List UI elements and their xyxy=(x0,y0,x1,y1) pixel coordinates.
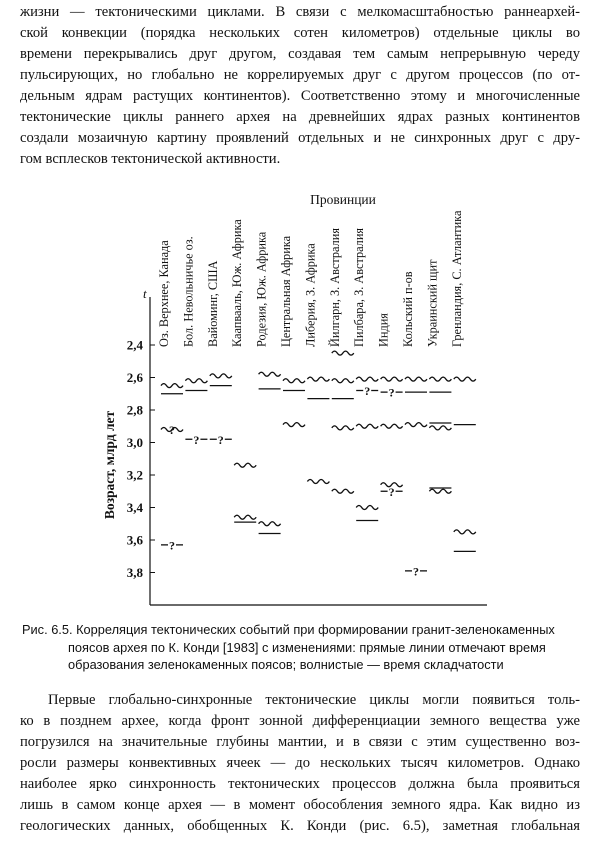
province-label: Гренландия, С. Атлантика xyxy=(449,210,464,347)
folding-mark xyxy=(381,424,403,428)
province-label: Пилбара, З. Австралия xyxy=(352,227,367,347)
text-line: наиболее ярко синхронность тектонических процессов должна была проявиться xyxy=(20,776,580,792)
uncertain-mark: ? xyxy=(169,423,175,437)
y-axis-label: Возраст, млрд лет xyxy=(102,410,117,520)
folding-mark xyxy=(259,372,281,376)
uncertain-mark: ? xyxy=(217,432,224,447)
y-ticks xyxy=(127,338,155,581)
province-label: Оз. Верхнее, Канада xyxy=(157,240,171,347)
province-label: Бол. Невольничье оз. xyxy=(181,236,196,347)
y-tick-label: 2,6 xyxy=(126,370,143,385)
folding-mark xyxy=(356,424,378,428)
province-label: Каапвааль, Юж. Африка xyxy=(230,219,245,347)
text-line: жизни — тектоническими циклами. В связи с мелкомасштабностью раннеархей- xyxy=(20,4,580,20)
top-paragraph xyxy=(20,2,580,170)
provinces-header: Провинции xyxy=(310,192,376,207)
folding-mark xyxy=(454,377,476,381)
uncertain-mark: ? xyxy=(388,385,395,400)
folding-mark xyxy=(381,377,403,381)
province-label: Вайоминг, США xyxy=(205,260,220,347)
text-line: лишь в самом конце архея — в момент обособления земного ядра. Как видно из xyxy=(20,797,580,813)
folding-mark xyxy=(210,374,232,378)
province-label: Кольский п-ов xyxy=(401,271,415,347)
y-tick-label: 2,8 xyxy=(126,402,143,418)
t-axis-label: t xyxy=(143,286,147,301)
y-tick-label: 3,4 xyxy=(126,500,143,515)
caption-line: поясов архея по К. Конди [1983] с изменениями: прямые линии отмечают время xyxy=(68,639,546,655)
text-line: Первые глобально-синхронные тектонические циклы могли появиться толь- xyxy=(48,692,580,708)
text-line: погрузился на значительные глубины мантии, и в связи с этим существенно воз- xyxy=(20,734,580,750)
folding-mark xyxy=(356,377,378,381)
folding-mark xyxy=(405,377,427,381)
text-line: ко в позднем архее, когда фронт зонной дифференциации земного вещества уже xyxy=(20,713,580,729)
province-label: Йилгарн, З. Австралия xyxy=(327,228,342,347)
folding-mark xyxy=(332,379,354,383)
folding-mark xyxy=(283,379,305,383)
folding-mark xyxy=(356,506,378,510)
folding-mark xyxy=(429,489,451,493)
folding-mark xyxy=(405,423,427,427)
uncertain-mark: ? xyxy=(413,564,419,579)
province-labels xyxy=(157,210,464,347)
province-label: Либерия, З. Африка xyxy=(303,243,318,347)
text-line: тектонические циклы раннего архея на древнейших ядрах разных континентов xyxy=(20,109,580,125)
figure-caption xyxy=(22,621,582,674)
folding-mark xyxy=(307,377,329,381)
y-tick-label: 3,6 xyxy=(126,532,143,548)
folding-mark xyxy=(429,377,451,381)
y-tick-label: 2,4 xyxy=(126,337,143,353)
folding-mark xyxy=(185,379,207,383)
text-line: росли размеры конвективных ячеек — до нескольких тысяч километров. Однако xyxy=(20,755,580,771)
text-line: создали мозаичную картину проявлений отдельных и не синхронных друг с дру- xyxy=(20,130,580,146)
province-label: Индия xyxy=(376,313,391,347)
province-label: Украинский щит xyxy=(425,259,440,347)
folding-mark xyxy=(332,351,354,355)
folding-mark xyxy=(429,426,451,430)
text-line: времени перекрывались друг другом, создавая тем самым непрерывную череду xyxy=(20,46,580,62)
uncertain-mark: ? xyxy=(388,484,395,499)
folding-mark xyxy=(234,515,256,519)
event-marks xyxy=(161,351,476,578)
uncertain-mark: ? xyxy=(364,384,371,398)
folding-mark xyxy=(283,423,305,427)
province-label: Родезия, Юж. Африка xyxy=(254,231,269,347)
text-line: пульсирующих, но глобально не коррелируемых друг с другом процессов (по от- xyxy=(20,67,580,83)
caption-line: образования зеленокаменных поясов; волнистые — время складчатости xyxy=(68,657,504,672)
uncertain-mark: ? xyxy=(193,432,200,447)
folding-mark xyxy=(259,522,281,526)
y-tick-label: 3,8 xyxy=(126,565,143,580)
bottom-paragraph xyxy=(20,690,580,837)
province-label: Центральная Африка xyxy=(279,235,293,347)
text-line: дельным ядрам растущих континентов). Соответственно этому и многочисленные xyxy=(20,88,580,104)
folding-mark xyxy=(332,426,354,430)
correlation-chart xyxy=(0,185,600,615)
caption-line: Рис. 6.5. Корреляция тектонических событий при формировании гранит-зеленокаменных xyxy=(22,622,555,637)
text-line: ской конвекции (порядка нескольких сотен километров) отдельные циклы во xyxy=(20,25,580,41)
folding-mark xyxy=(161,384,183,388)
folding-mark xyxy=(234,463,256,467)
folding-mark xyxy=(307,480,329,484)
y-tick-label: 3,2 xyxy=(126,467,143,483)
folding-mark xyxy=(454,530,476,534)
y-tick-label: 3,0 xyxy=(126,435,143,450)
text-line: геологических данных, обобщенных К. Конди (рис. 6.5), заметная глобальная xyxy=(20,818,580,834)
folding-mark xyxy=(332,489,354,493)
uncertain-mark: ? xyxy=(169,538,175,553)
text-line: гом всплесков тектонической активности. xyxy=(20,151,281,167)
